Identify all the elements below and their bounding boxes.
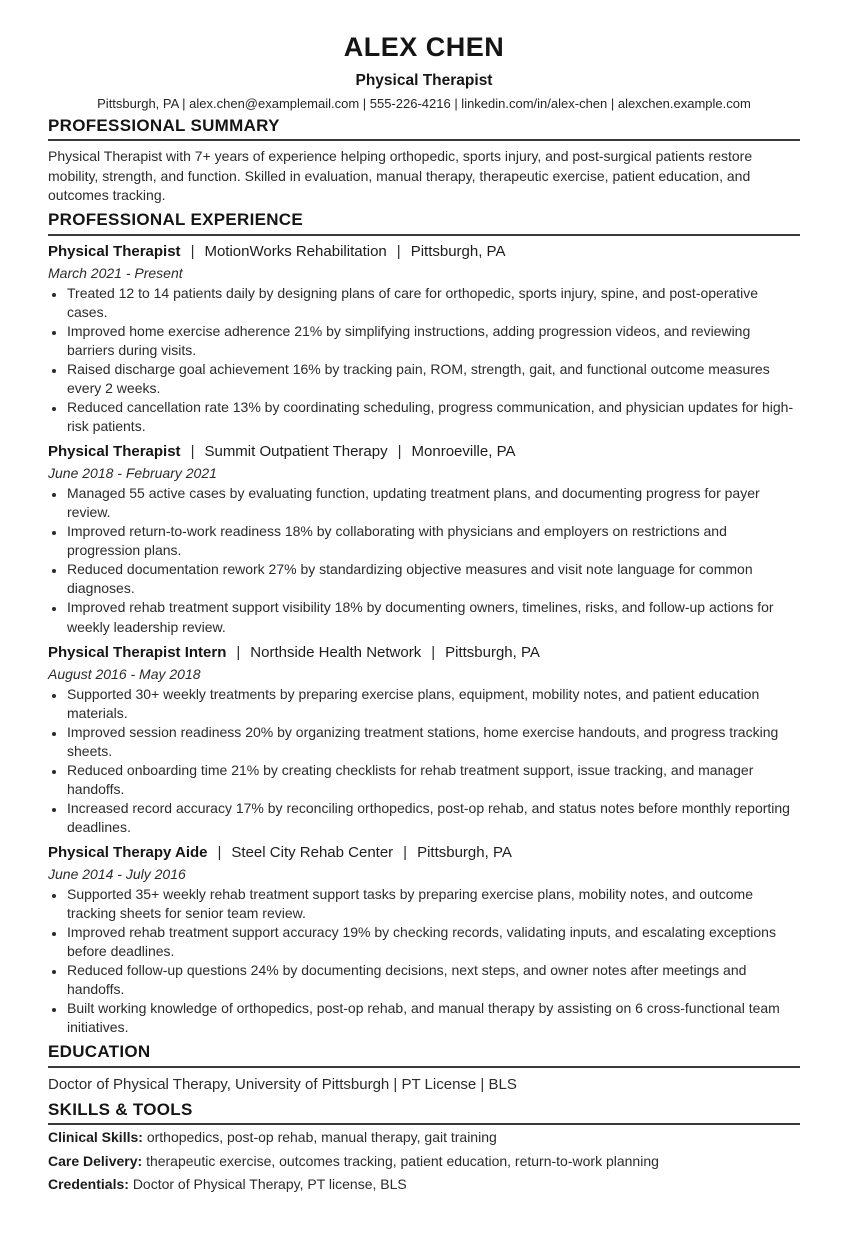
job-title-line [48, 643, 800, 663]
job-bullet: • Supported 30+ weekly treatments by preparing exercise plans, equipment, mobility notes, and patient education materials. [66, 685, 800, 723]
education-text: Doctor of Physical Therapy, University of Pittsburgh | PT License | BLS [48, 1075, 517, 1093]
job-bullet: • Improved home exercise adherence 21% by simplifying instructions, adding progression videos, and reviewing barriers during visits. [66, 322, 800, 360]
job-bullet: • Raised discharge goal achievement 16% by tracking pain, ROM, strength, gait, and functional outcome measures every 2 weeks. [66, 360, 800, 398]
job-title-line [48, 843, 800, 863]
job-title-line [48, 242, 800, 262]
job-bullet-list [48, 484, 800, 636]
separator: | [396, 242, 401, 260]
job-bullet-list [48, 885, 800, 1037]
section-professional-summary [48, 116, 800, 205]
job-title: Physical Therapist Intern [48, 643, 227, 661]
job-title: Physical Therapist [48, 443, 181, 461]
skill-row-care-delivery [48, 1152, 800, 1171]
job-location: Monroeville, PA [411, 443, 516, 461]
skill-text: therapeutic exercise, outcomes tracking, patient education, return-to-work planning [146, 1152, 659, 1169]
experience-heading: PROFESSIONAL EXPERIENCE [48, 210, 800, 235]
job-bullet: • Improved return-to-work readiness 18% by collaborating with physicians and employers on restrictions and progression plans. [66, 522, 800, 560]
job-bullet-list [48, 685, 800, 837]
job-dates: June 2014 - July 2016 [48, 866, 186, 883]
job-title-line [48, 442, 800, 462]
job-company: Northside Health Network [250, 643, 422, 661]
candidate-job-title: Physical Therapist [355, 72, 493, 90]
skill-label: Credentials: [48, 1175, 129, 1192]
candidate-name: ALEX CHEN [343, 32, 505, 62]
job-location: Pittsburgh, PA [410, 242, 506, 260]
job-company: Summit Outpatient Therapy [204, 443, 388, 461]
job-bullet: • Improved rehab treatment support visibility 18% by documenting owners, timelines, risks, and follow-up actions for weekly leadership review. [66, 598, 800, 636]
skill-label: Clinical Skills: [48, 1129, 143, 1146]
job-dates: March 2021 - Present [48, 265, 183, 282]
education-heading: EDUCATION [48, 1042, 800, 1067]
job-location: Pittsburgh, PA [445, 643, 540, 661]
job-bullet: • Managed 55 active cases by evaluating function, updating treatment plans, and documenting progress for payer review. [66, 484, 800, 522]
job-bullet: • Improved session readiness 20% by organizing treatment stations, home exercise handouts, and progress tracking sheets. [66, 723, 800, 761]
job-bullet-list [48, 284, 800, 436]
summary-text: Physical Therapist with 7+ years of experience helping orthopedic, sports injury, and post-surgical patients restore mobility, strength, and function. Skilled in evaluation, manual therapy, therapeutic exercise, patient education, and outcomes tracking. [48, 148, 753, 204]
section-education [48, 1042, 800, 1095]
job-entry [48, 442, 800, 636]
resume-header [48, 32, 800, 111]
job-entry [48, 643, 800, 837]
job-title: Physical Therapy Aide [48, 843, 208, 861]
job-bullet: • Reduced onboarding time 21% by creating checklists for rehab treatment support, issue tracking, and manager handoffs. [66, 761, 800, 799]
job-bullet: • Reduced follow-up questions 24% by documenting decisions, next steps, and owner notes after meetings and handoffs. [66, 961, 800, 999]
separator: | [403, 843, 408, 861]
separator: | [236, 643, 241, 661]
job-dates: June 2018 - February 2021 [48, 465, 217, 482]
job-bullet: • Reduced cancellation rate 13% by coordinating scheduling, progress communication, and physician updates for high-risk patients. [66, 398, 800, 436]
skill-label: Care Delivery: [48, 1152, 143, 1169]
skill-text: orthopedics, post-op rehab, manual therapy, gait training [146, 1129, 497, 1146]
skill-row-credentials [48, 1175, 800, 1194]
separator: | [431, 643, 436, 661]
skills-heading: SKILLS & TOOLS [48, 1100, 800, 1125]
job-bullet: • Increased record accuracy 17% by reconciling orthopedics, post-op rehab, and status notes before monthly reporting deadlines. [66, 799, 800, 837]
job-bullet: • Treated 12 to 14 patients daily by designing plans of care for orthopedic, sports injury, spine, and post-operative cases. [66, 284, 800, 322]
job-bullet: • Improved rehab treatment support accuracy 19% by checking records, validating inputs, and escalating exceptions before deadlines. [66, 923, 800, 961]
skill-text: Doctor of Physical Therapy, PT license, BLS [132, 1175, 407, 1192]
separator: | [217, 843, 222, 861]
job-bullet: • Built working knowledge of orthopedics, post-op rehab, and manual therapy by assisting on 6 cross-functional team initiatives. [66, 999, 800, 1037]
section-skills-tools [48, 1100, 800, 1194]
job-bullet: • Supported 35+ weekly rehab treatment support tasks by preparing exercise plans, mobility notes, and outcome tracking sheets for senior team review. [66, 885, 800, 923]
job-entry [48, 242, 800, 436]
section-professional-experience [48, 210, 800, 1037]
job-company: Steel City Rehab Center [231, 843, 394, 861]
separator: | [190, 242, 195, 260]
job-entry [48, 843, 800, 1037]
summary-heading: PROFESSIONAL SUMMARY [48, 116, 800, 141]
job-dates: August 2016 - May 2018 [48, 665, 201, 682]
job-location: Pittsburgh, PA [417, 843, 512, 861]
separator: | [190, 443, 195, 461]
separator: | [397, 443, 402, 461]
job-bullet: • Reduced documentation rework 27% by standardizing objective measures and visit note language for common diagnoses. [66, 560, 800, 598]
job-title: Physical Therapist [48, 242, 181, 260]
contact-line: Pittsburgh, PA | alex.chen@examplemail.com | 555-226-4216 | linkedin.com/in/alex-chen | alexchen.example.com [97, 96, 751, 112]
skill-row-clinical [48, 1128, 800, 1147]
job-company: MotionWorks Rehabilitation [204, 242, 387, 260]
